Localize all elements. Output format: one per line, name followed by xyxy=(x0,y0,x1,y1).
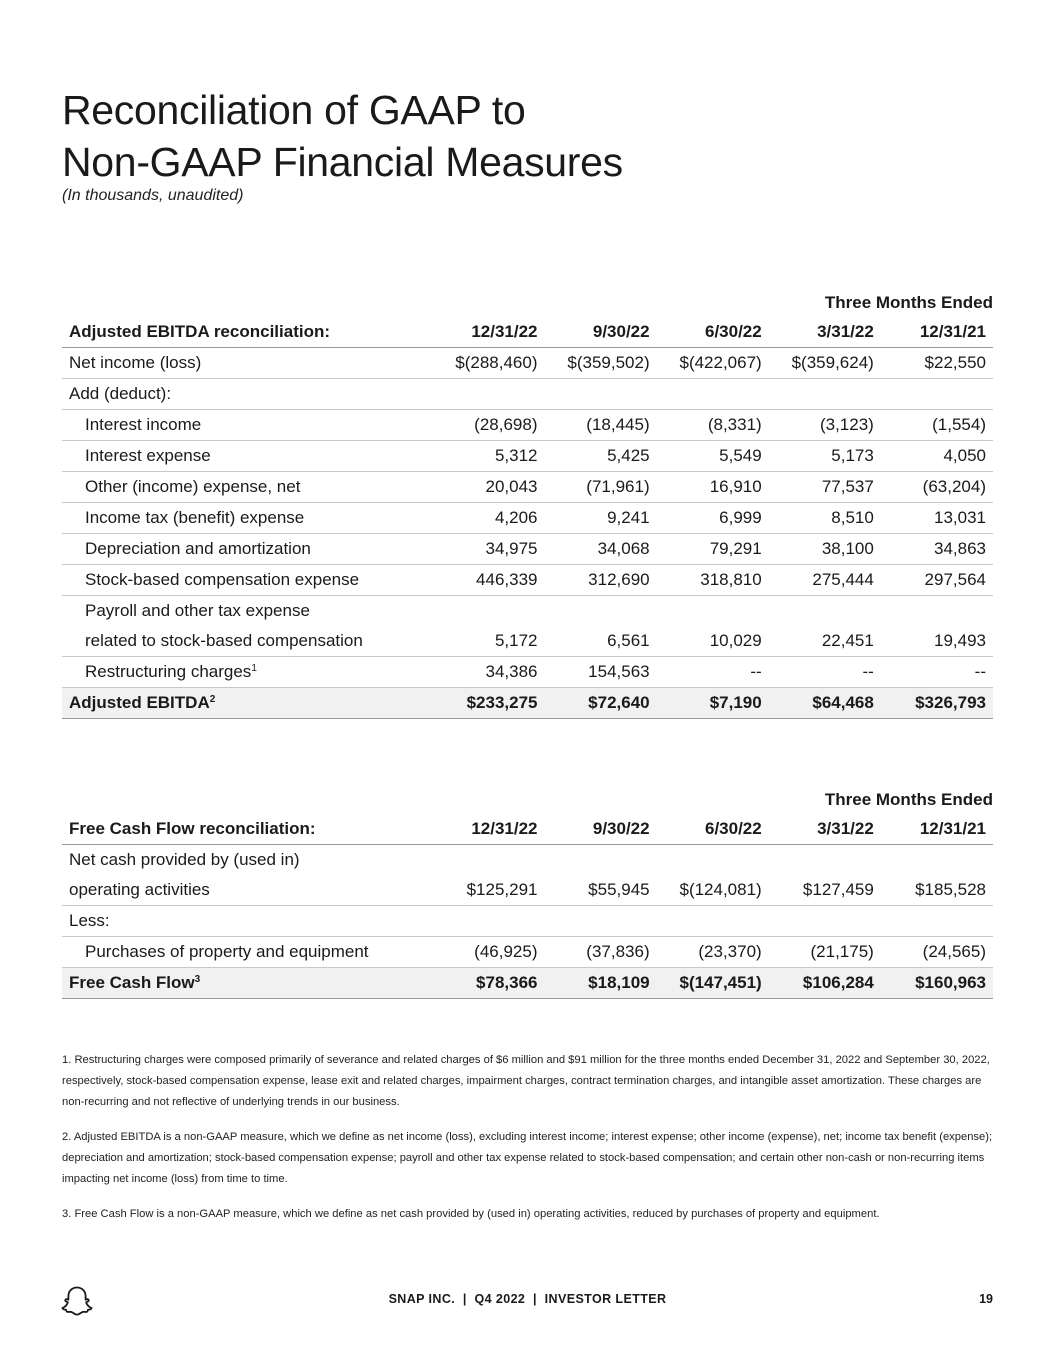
ebitda-table xyxy=(62,289,993,719)
table-row xyxy=(62,845,993,876)
cell-value xyxy=(657,596,769,627)
cell-value xyxy=(769,379,881,410)
row-label: operating activities xyxy=(62,875,432,906)
row-label: Stock-based compensation expense xyxy=(62,565,432,596)
total-value: $106,284 xyxy=(769,968,881,999)
cell-value: $(288,460) xyxy=(432,348,544,379)
cell-value xyxy=(657,906,769,937)
total-value: $18,109 xyxy=(545,968,657,999)
total-value: $160,963 xyxy=(881,968,993,999)
cell-value: 8,510 xyxy=(769,503,881,534)
row-label: related to stock-based compensation xyxy=(62,626,432,657)
column-header: 12/31/22 xyxy=(432,814,544,845)
total-value: $233,275 xyxy=(432,688,544,719)
cell-value: (1,554) xyxy=(881,410,993,441)
cell-value: 79,291 xyxy=(657,534,769,565)
table-row xyxy=(62,906,993,937)
column-header: 6/30/22 xyxy=(657,317,769,348)
table-row xyxy=(62,503,993,534)
cell-value xyxy=(545,596,657,627)
cell-value: 34,975 xyxy=(432,534,544,565)
column-header: 3/31/22 xyxy=(769,317,881,348)
cell-value: $125,291 xyxy=(432,875,544,906)
fcf-period-label: Three Months Ended xyxy=(824,790,993,809)
footnotes xyxy=(62,1050,997,1239)
cell-value xyxy=(769,906,881,937)
table-row xyxy=(62,657,993,688)
cell-value: 5,173 xyxy=(769,441,881,472)
cell-value: -- xyxy=(881,657,993,688)
table-row xyxy=(62,379,993,410)
row-label: Purchases of property and equipment xyxy=(62,937,432,968)
cell-value xyxy=(881,379,993,410)
cell-value: 275,444 xyxy=(769,565,881,596)
cell-value: $(359,624) xyxy=(769,348,881,379)
cell-value: 16,910 xyxy=(657,472,769,503)
cell-value: 38,100 xyxy=(769,534,881,565)
cell-value xyxy=(545,845,657,876)
cell-value: (3,123) xyxy=(769,410,881,441)
cell-value: 20,043 xyxy=(432,472,544,503)
cell-value xyxy=(881,845,993,876)
cell-value: 297,564 xyxy=(881,565,993,596)
cell-value: $127,459 xyxy=(769,875,881,906)
footnote-3: 3. Free Cash Flow is a non-GAAP measure, which we define as net cash provided by (used in) operating activities, reduced by purchases of property and equipment. xyxy=(62,1208,880,1220)
page-title xyxy=(62,84,623,188)
row-label-text: Restructuring charges xyxy=(85,662,252,681)
cell-value: 5,425 xyxy=(545,441,657,472)
cell-value: $185,528 xyxy=(881,875,993,906)
cell-value: (63,204) xyxy=(881,472,993,503)
row-label: Add (deduct): xyxy=(62,379,432,410)
row-label: Interest income xyxy=(62,410,432,441)
cell-value: $(422,067) xyxy=(657,348,769,379)
cell-value: 4,206 xyxy=(432,503,544,534)
cell-value xyxy=(881,906,993,937)
column-header: 12/31/21 xyxy=(881,317,993,348)
ebitda-period-label: Three Months Ended xyxy=(824,293,993,312)
column-header: 3/31/22 xyxy=(769,814,881,845)
ebitda-period-row xyxy=(62,289,993,317)
cell-value xyxy=(432,596,544,627)
cell-value xyxy=(432,845,544,876)
column-header: 9/30/22 xyxy=(545,814,657,845)
table-row xyxy=(62,534,993,565)
row-label: Depreciation and amortization xyxy=(62,534,432,565)
footnote-2: 2. Adjusted EBITDA is a non-GAAP measure, which we define as net income (loss), excluding interest income; interest expense; other income (expense), net; income tax benefit (expense); depreciation and amortization; stock-based compensation expense; payroll and other tax expense related to stock-based compensation; and certain other non-cash or non-recurring items impacting net income (loss) from time to time. xyxy=(62,1131,993,1185)
cell-value: 4,050 xyxy=(881,441,993,472)
page-subtitle: (In thousands, unaudited) xyxy=(62,187,244,204)
row-label: Income tax (benefit) expense xyxy=(62,503,432,534)
cell-value: (18,445) xyxy=(545,410,657,441)
total-label-text: Free Cash Flow xyxy=(69,973,195,992)
row-label: Less: xyxy=(62,906,432,937)
cell-value: (28,698) xyxy=(432,410,544,441)
total-value: $(147,451) xyxy=(657,968,769,999)
cell-value: (21,175) xyxy=(769,937,881,968)
footer-text: SNAP INC. | Q4 2022 | INVESTOR LETTER xyxy=(388,1292,667,1306)
footnote-marker: 3 xyxy=(194,974,201,985)
cell-value: 318,810 xyxy=(657,565,769,596)
total-value: $64,468 xyxy=(769,688,881,719)
footnote-marker: 2 xyxy=(209,694,216,705)
cell-value xyxy=(769,596,881,627)
cell-value: 22,451 xyxy=(769,626,881,657)
cell-value: (8,331) xyxy=(657,410,769,441)
cell-value: 13,031 xyxy=(881,503,993,534)
footnote-marker: 1 xyxy=(251,663,257,674)
table-row xyxy=(62,596,993,627)
cell-value: (24,565) xyxy=(881,937,993,968)
row-label: Net income (loss) xyxy=(62,348,432,379)
cell-value: (71,961) xyxy=(545,472,657,503)
row-label xyxy=(62,657,432,688)
page-number: 19 xyxy=(979,1292,993,1306)
cell-value: $55,945 xyxy=(545,875,657,906)
ebitda-header-row xyxy=(62,317,993,348)
cell-value: $(124,081) xyxy=(657,875,769,906)
cell-value: 34,068 xyxy=(545,534,657,565)
total-value: $7,190 xyxy=(657,688,769,719)
cell-value xyxy=(881,596,993,627)
cell-value: 6,999 xyxy=(657,503,769,534)
cell-value xyxy=(657,845,769,876)
fcf-total-row xyxy=(62,968,993,999)
table-row xyxy=(62,565,993,596)
footnote-1: 1. Restructuring charges were composed primarily of severance and related charges of $6 million and $91 million for the three months ended December 31, 2022 and September 30, 2022, respectively, stock-based compensation expense, lease exit and related charges, impairment charges, contract termination charges, and intangible asset amortization. These charges are non-recurring and not reflective of underlying trends in our business. xyxy=(62,1054,990,1108)
fcf-header-label: Free Cash Flow reconciliation: xyxy=(62,814,432,845)
cell-value: 77,537 xyxy=(769,472,881,503)
cell-value: 34,386 xyxy=(432,657,544,688)
cell-value xyxy=(769,845,881,876)
page-title-line-2: Non-GAAP Financial Measures xyxy=(62,139,623,185)
fcf-header-row xyxy=(62,814,993,845)
column-header: 12/31/21 xyxy=(881,814,993,845)
ebitda-total-row xyxy=(62,688,993,719)
cell-value: 5,312 xyxy=(432,441,544,472)
fcf-period-row xyxy=(62,786,993,814)
page-footer xyxy=(0,1282,1055,1318)
column-header: 9/30/22 xyxy=(545,317,657,348)
cell-value xyxy=(545,379,657,410)
ebitda-header-label: Adjusted EBITDA reconciliation: xyxy=(62,317,432,348)
row-label: Net cash provided by (used in) xyxy=(69,850,300,869)
cell-value: 312,690 xyxy=(545,565,657,596)
column-header: 6/30/22 xyxy=(657,814,769,845)
total-value: $326,793 xyxy=(881,688,993,719)
cell-value xyxy=(657,379,769,410)
cell-value xyxy=(432,906,544,937)
cell-value: 446,339 xyxy=(432,565,544,596)
table-row xyxy=(62,937,993,968)
total-value: $78,366 xyxy=(432,968,544,999)
cell-value xyxy=(545,906,657,937)
cell-value: (37,836) xyxy=(545,937,657,968)
table-row xyxy=(62,410,993,441)
table-row xyxy=(62,348,993,379)
table-row xyxy=(62,626,993,657)
row-label: Other (income) expense, net xyxy=(62,472,432,503)
total-label xyxy=(62,968,432,999)
column-header: 12/31/22 xyxy=(432,317,544,348)
total-label xyxy=(62,688,432,719)
cell-value: $22,550 xyxy=(881,348,993,379)
page-title-line-1: Reconciliation of GAAP to xyxy=(62,87,526,133)
fcf-table xyxy=(62,786,993,999)
cell-value: 9,241 xyxy=(545,503,657,534)
cell-value xyxy=(432,379,544,410)
row-label: Payroll and other tax expense xyxy=(85,601,310,620)
row-label: Interest expense xyxy=(62,441,432,472)
cell-value: 154,563 xyxy=(545,657,657,688)
total-value: $72,640 xyxy=(545,688,657,719)
cell-value: (23,370) xyxy=(657,937,769,968)
cell-value: 19,493 xyxy=(881,626,993,657)
cell-value: -- xyxy=(769,657,881,688)
cell-value: 5,172 xyxy=(432,626,544,657)
cell-value: 10,029 xyxy=(657,626,769,657)
cell-value: 6,561 xyxy=(545,626,657,657)
table-row xyxy=(62,875,993,906)
total-label-text: Adjusted EBITDA xyxy=(69,693,210,712)
cell-value: -- xyxy=(657,657,769,688)
cell-value: (46,925) xyxy=(432,937,544,968)
cell-value: 5,549 xyxy=(657,441,769,472)
cell-value: 34,863 xyxy=(881,534,993,565)
table-row xyxy=(62,441,993,472)
table-row xyxy=(62,472,993,503)
cell-value: $(359,502) xyxy=(545,348,657,379)
